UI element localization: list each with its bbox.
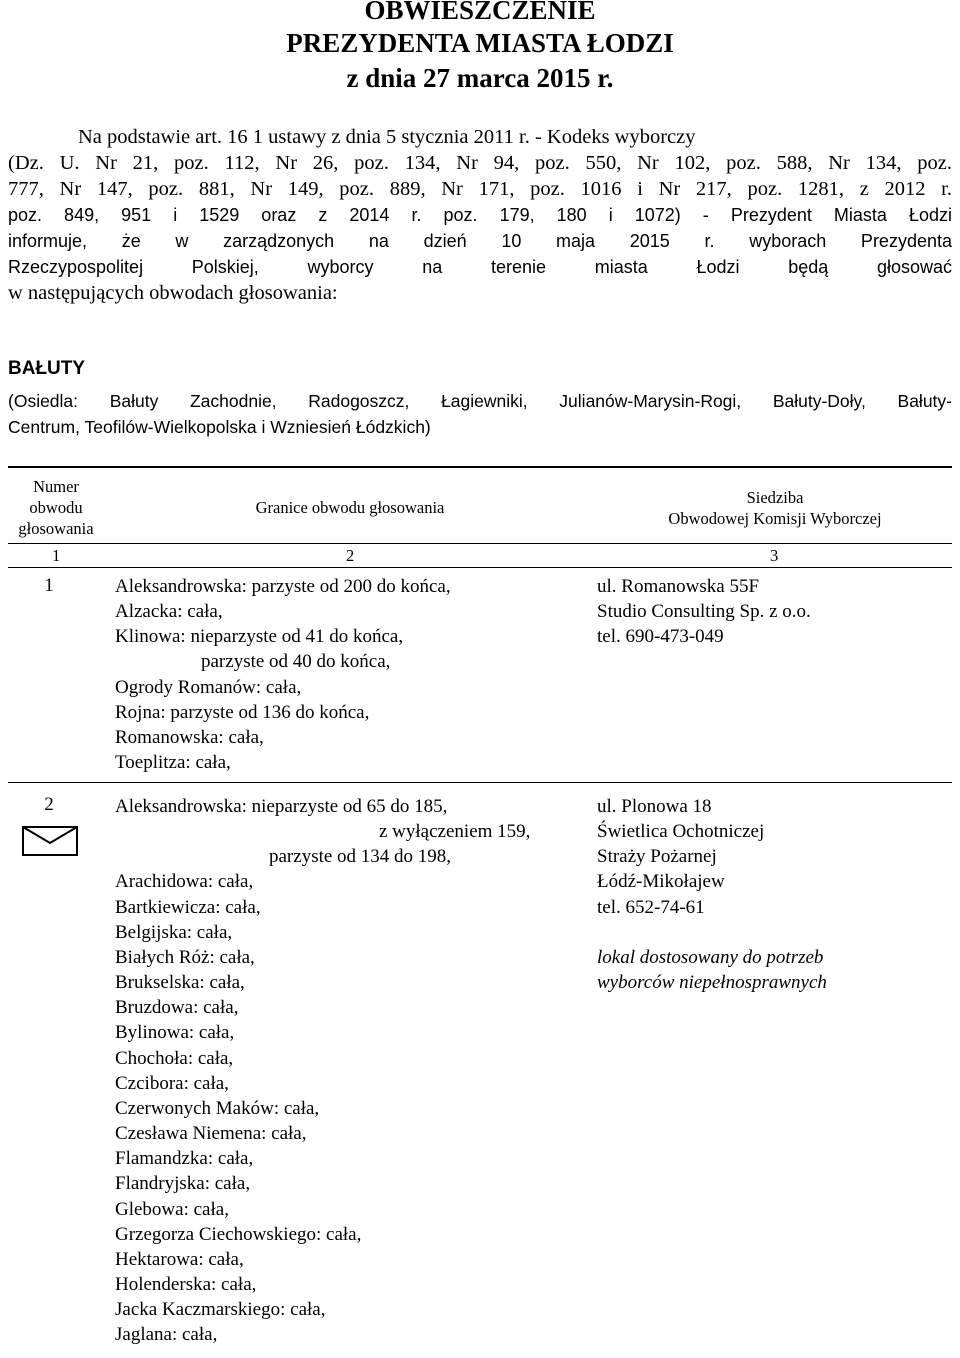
- accessibility-note: wyborców niepełnosprawnych: [597, 971, 827, 993]
- street-entry: Bruzdowa: cała,: [115, 997, 239, 1019]
- precinct-number: 2: [44, 794, 54, 815]
- street-entry: Glebowa: cała,: [115, 1198, 229, 1220]
- envelope-icon: [22, 826, 78, 856]
- intro-line: w następujących obwodach głosowania:: [8, 282, 338, 304]
- column-header-office-line: Obwodowej Komisji Wyborczej: [668, 509, 882, 528]
- district-desc-line: Centrum, Teofilów-Wielkopolska i Wzniesień Łódzkich): [8, 417, 431, 437]
- street-entry: Jacka Kaczmarskiego: cała,: [115, 1299, 326, 1321]
- office-spacer: [597, 920, 827, 945]
- street-entry: Jaglana: cała,: [115, 1324, 218, 1346]
- street-entry: Romanowska: cała,: [115, 726, 264, 748]
- street-entry: Bylinowa: cała,: [115, 1022, 235, 1044]
- column-number-2: 2: [346, 546, 355, 565]
- street-entry: Arachidowa: cała,: [115, 871, 254, 893]
- street-entry: Belgijska: cała,: [115, 921, 233, 943]
- street-entry: Czesława Niemena: cała,: [115, 1123, 307, 1145]
- office-name: Studio Consulting Sp. z o.o.: [597, 601, 811, 623]
- row-divider: [8, 782, 952, 783]
- street-entry: Holenderska: cała,: [115, 1273, 257, 1295]
- street-entry: Aleksandrowska: nieparzyste od 65 do 185,: [115, 796, 448, 817]
- street-entry: Brukselska: cała,: [115, 972, 245, 994]
- office-name: Świetlica Ochotniczej: [597, 821, 765, 843]
- street-entry: z wyłączeniem 159,: [379, 821, 531, 843]
- street-entry: Czcibora: cała,: [115, 1072, 229, 1094]
- column-header-number: [8, 476, 104, 539]
- column-header-office: [620, 487, 930, 529]
- header-divider: [8, 543, 952, 544]
- district-name: BAŁUTY: [8, 358, 86, 379]
- precinct-streets: [115, 794, 530, 1347]
- office-address: ul. Romanowska 55F: [597, 576, 760, 597]
- column-header-office-line: Siedziba: [746, 488, 804, 507]
- street-entry: Rojna: parzyste od 136 do końca,: [115, 701, 370, 723]
- intro-line: poz. 849, 951 i 1529 oraz z 2014 r. poz. 179, 180 i 1072) - Prezydent Miasta Łodzi: [8, 205, 952, 225]
- office-phone: tel. 690-473-049: [597, 626, 724, 648]
- street-entry: parzyste od 134 do 198,: [269, 846, 452, 868]
- intro-line: informuje, że w zarządzonych na dzień 10 maja 2015 r. wyborach Prezydenta: [8, 231, 952, 251]
- precinct-number: 1: [44, 575, 54, 596]
- page-title-line1: OBWIESZCZENIE: [364, 0, 596, 25]
- street-entry: Aleksandrowska: parzyste od 200 do końca,: [115, 576, 451, 597]
- district-description: [8, 388, 952, 440]
- precinct-office: [597, 574, 811, 649]
- street-entry: Grzegorza Ciechowskiego: cała,: [115, 1223, 362, 1245]
- intro-paragraph: [8, 124, 952, 306]
- table-top-rule: [8, 466, 952, 468]
- precinct-office: [597, 794, 827, 995]
- district-desc-line: (Osiedla: Bałuty Zachodnie, Radogoszcz, Łagiewniki, Julianów-Marysin-Rogi, Bałuty-Doły, Bałuty-: [8, 391, 952, 411]
- office-locality: Łódź-Mikołajew: [597, 871, 725, 893]
- column-header-number-line: obwodu: [29, 498, 83, 517]
- precinct-streets: [115, 574, 451, 775]
- column-header-number-line: Numer: [33, 477, 79, 496]
- street-entry: Toeplitza: cała,: [115, 752, 231, 774]
- office-name: Straży Pożarnej: [597, 846, 717, 868]
- header-bottom-rule: [8, 567, 952, 568]
- street-entry: Bartkiewicza: cała,: [115, 896, 261, 918]
- page-title-date: z dnia 27 marca 2015 r.: [346, 63, 614, 93]
- street-entry: Chochoła: cała,: [115, 1047, 234, 1069]
- street-entry: Flamandzka: cała,: [115, 1148, 254, 1170]
- street-entry: Alzacka: cała,: [115, 601, 223, 623]
- column-header-number-line: głosowania: [18, 519, 94, 538]
- accessibility-note: lokal dostosowany do potrzeb: [597, 946, 824, 968]
- column-header-boundaries: Granice obwodu głosowania: [255, 498, 445, 517]
- street-entry: Ogrody Romanów: cała,: [115, 676, 302, 698]
- street-entry: Białych Róż: cała,: [115, 946, 255, 968]
- street-entry: Hektarowa: cała,: [115, 1248, 244, 1270]
- column-number-3: 3: [770, 546, 779, 565]
- column-number-1: 1: [52, 546, 61, 565]
- intro-line: 777, Nr 147, poz. 881, Nr 149, poz. 889, Nr 171, poz. 1016 i Nr 217, poz. 1281, z 2012 r.: [8, 178, 952, 200]
- street-entry: parzyste od 40 do końca,: [201, 651, 391, 673]
- intro-line: Rzeczypospolitej Polskiej, wyborcy na terenie miasta Łodzi będą głosować: [8, 257, 952, 277]
- page-title-line2: PREZYDENTA MIASTA ŁODZI: [286, 28, 674, 58]
- street-entry: Flandryjska: cała,: [115, 1173, 251, 1195]
- office-phone: tel. 652-74-61: [597, 896, 705, 918]
- intro-line: Na podstawie art. 16 1 ustawy z dnia 5 stycznia 2011 r. - Kodeks wyborczy: [78, 126, 696, 148]
- street-entry: Klinowa: nieparzyste od 41 do końca,: [115, 626, 404, 648]
- office-address: ul. Plonowa 18: [597, 796, 712, 817]
- intro-line: (Dz. U. Nr 21, poz. 112, Nr 26, poz. 134, Nr 94, poz. 550, Nr 102, poz. 588, Nr 134, poz.: [8, 152, 952, 174]
- street-entry: Czerwonych Maków: cała,: [115, 1097, 320, 1119]
